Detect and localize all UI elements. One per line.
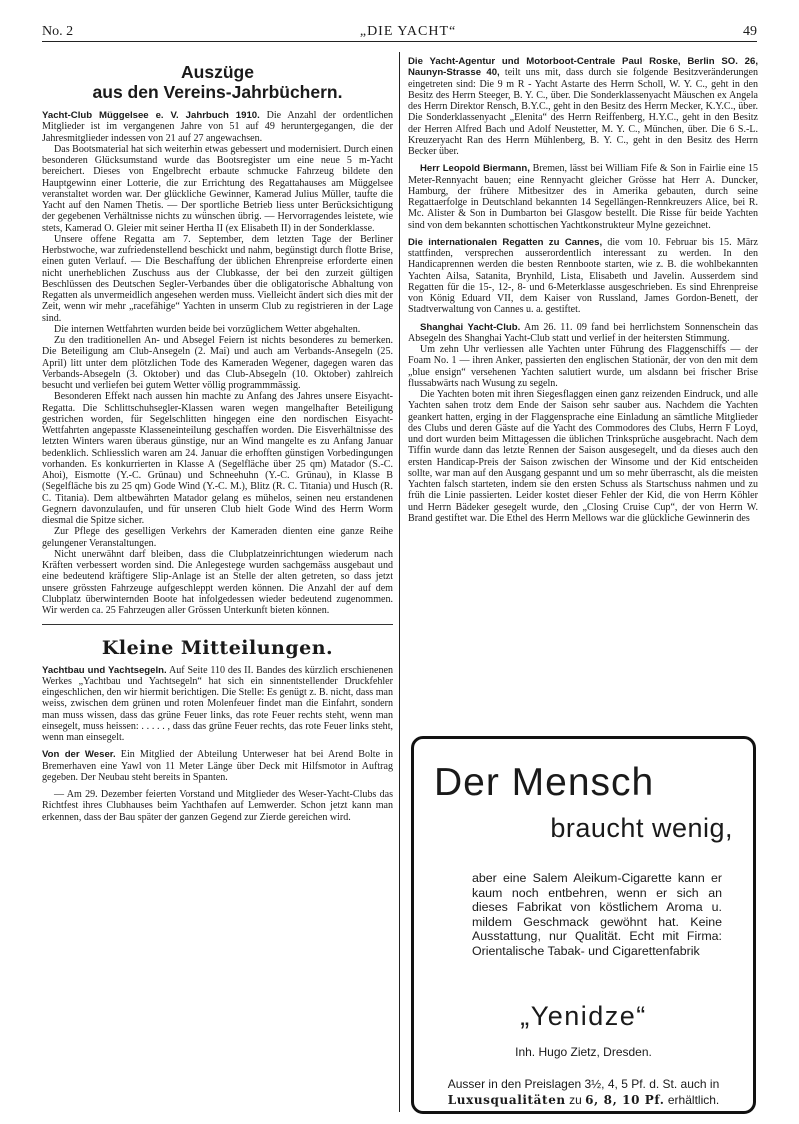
paragraph: Um zehn Uhr verliessen alle Yachten unter Führung des Flaggenschiffs — der Foam No. 1 — ihren Anker, passierten den englischen Stationär, der von den mit dem „blue ensign“ versehenen Yachten salutiert wurde, um alsdann bei frischer Brise flussabwärts nach Wusung zu segeln. [408,344,758,389]
paragraph-lead: Shanghai Yacht-Club. [420,321,521,333]
page-number: 49 [743,24,757,39]
paragraph [42,110,393,144]
paragraph: Zur Pflege des geselligen Verkehrs der Kameraden dienten eine ganze Reihe gelungener Veranstaltungen. [42,526,393,549]
paragraph: Besonderen Effekt nach aussen hin machte zu Anfang des Jahres unsere Eisyacht-Regatta. Die Schlittschuhsegler-Klassen waren wegen mangelhafter Beteiligung gestrichen worden, für Segelschlitten hingegen eine den nordischen Eisyacht-Wettfahrten angepasste Klasseneinteilung geschaffen worden. Die Eisverhältnisse des letzten Winters waren überaus günstige, nur an Wind mangelte es zu Anfang Januar bedenklich. Schliesslich waren am 24. Januar die erhofften günstigen Vorbedingungen vorhanden. Es konkurrierten in Klasse A (Segelfläche über 25 qm) Matador (S.-C. Ahoi), Eismotte (Y.-C. Grünau) und Schneehuhn (Y.-C. Grünau), in Klasse B (Segelfläche bis zu 25 qm) Gode Wind (Y.-C. M.), Blitz (R. C. Titania) und Husch (R. C. Titania). Dem altbewährten Matador gelang es mühelos, seinen neu erstandenen Gegnern davonzulaufen, und für unseren Club hielt Gode Wind des Herrn Worm diesmal die Spitze sicher. [42,391,393,526]
paragraph-text: Die Anzahl der ordentlichen Mitglieder ist im vergangenen Jahre von 51 auf 49 heruntergegangen, die der Jahresmitglieder indessen von 21 auf 27 angewachsen. [42,110,393,144]
paragraph-lead: Yachtbau und Yachtsegeln. [42,664,167,676]
paragraph-lead: Herr Leopold Biermann, [420,163,530,175]
paragraph-lead: Von der Weser. [42,749,116,761]
ad-owner: Inh. Hugo Zietz, Dresden. [515,1045,652,1059]
issue-number: No. 2 [42,24,74,39]
column-rule [399,52,400,1112]
paragraph: Die Yachten boten mit ihren Siegesflaggen einen ganz reizenden Eindruck, und alle Yachten sahen trotz dem Ende der Saison sehr sauber aus. Nachdem die Yachten geankert hatten, erging in der Flaggensprache eine Einladung an sämtliche Mitglieder des Clubs und deren Gäste auf die Yacht des Commodores des Clubs, Herrn F Loyd, und dort wurden beim Mittagessen die üblichen Trinksprüche ausgebracht. Nach dem Tiffin wurde dann das letzte Rennen der Saison ausgesegelt, und da dieses auch den ersten Handicap-Preis der Saison zwischen der Winsome und der Kid entscheiden sollte, war man auf den Ausgang gespannt und um so mehr überrascht, als die meisten Yachten falsch starteten, indem sie den ersten Schuss als Startschuss nahmen und zu früh die Linie passierten. Leider kostet dieser Fehler der Kid, die von Herrn Köhler und Herrn Bädeker gesegelt wurde, den „Closing Cruise Cup“, der von Herrn W. Brand gestiftet war. Die Ethel des Herrn Mellows war die glückliche Gewinnerin des [408,389,758,524]
paragraph [408,237,758,316]
ad-luxus-prices: 6, 8, 10 Pf. [585,1093,665,1107]
paragraph-lead: Die Yacht-Agentur und Motorboot-Centrale Paul Roske, Berlin SO. 26, Naunyn-Strasse 40, [408,56,758,79]
ad-price-line-2 [414,1093,753,1107]
paragraph: Unsere offene Regatta am 7. September, dem letzten Tage der Berliner Herbstwoche, war zufriedenstellend beschickt und nahm, begünstigt durch flotte Brise, einen guten Verlauf. — Die Beschaffung der üblichen Ehrenpreise erforderte einen nicht unerheblichen Zuschuss aus der Clubkasse, der bei den zurzeit gültigen Beschlüssen des Deutschen Segler-Verbandes über die obligatorische Abhaltung von Regatten als unvermeidlich angesehen werden muss. Vielleicht ändert sich dies mit der Zeit, wenn wir mehr „racefähige“ Yachten in unserm Club zu registrieren in der Lage sind. [42,233,393,324]
ad-luxus-label: Luxusqualitäten [447,1093,566,1107]
paragraph-text: Ein Mitglied der Abteilung Unterweser hat bei Arend Bolte in Bremerhaven eine Yawl von 11 Meter Länge über Deck mit Hilfsmotor in Auftrag gegeben. Der Neubau steht bereits in Spanten. [42,749,393,783]
paragraph: Zu den traditionellen An- und Absegel Feiern ist nichts besonderes zu bemerken. Die Beteiligung am Club-Ansegeln (2. Mai) und auch am Verbands-Ansegeln (25. April) litt unter dem plötzlichen Tode des Kameraden Wegener, dagegen waren das Verbands-Absegeln (3. Oktober) und das Club-Absegeln (10. Oktober) zahlreich besucht und verliefen bei gutem Wetter völlig programmmässig. [42,335,393,391]
ad-price-end: erhältlich. [664,1093,720,1107]
journal-name: „DIE YACHT“ [359,24,457,39]
section-title-line2: aus den Vereins-Jahrbüchern. [92,82,343,102]
paragraph-text: Bremen, lässt bei William Fife & Son in Fairlie eine 15 Meter-Rennyacht bauen; eine Rennyacht gleicher Grösse hat Herr A. Duncker, Hamburg, der frühere Mitbesitzer des in Amerika gebauten, durch seine Regattaerfolge in Deutschland bekannten 14 Segellängen-Rennkreuzers Alice, bei R. Mc. Alister & Son in Dumbarton bei Glasgow bestellt. Die Risse für beide Yachten sind von dem bekannten schottischen Yachtkonstrukteur Mylne gezeichnet. [408,163,758,231]
paragraph: — Am 29. Dezember feierten Vorstand und Mitglieder des Weser-Yacht-Clubs das Richtfest ihres Clubhauses beim Yachthafen auf Lemwerder. Schon jetzt kann man erkennen, dass der Bau später der ganzen Gegend zur Zierde gereichen wird. [42,789,393,823]
paragraph [42,665,393,744]
ad-headline-1: Der Mensch [434,761,655,804]
section-title-line1: Auszüge [181,62,254,82]
paragraph [42,749,393,783]
ad-body: aber eine Salem Aleikum-Cigarette kann er kaum noch entbehren, wenn er sich an dieses Fabrikat von köstlichem Aroma u. mildem Geschmack gewöhnt hat. Keine Ausstattung, nur Qualität. Echt mit Firma: Orientalische Tabak- und Cigarettenfabrik [472,871,722,958]
paragraph-text: Am 26. 11. 09 fand bei herrlichstem Sonnenschein das Absegeln des Shanghai Yacht-Club statt und verlief in der heitersten Stimmung. [408,321,758,344]
paragraph: Das Bootsmaterial hat sich weiterhin etwas gebessert und modernisiert. Durch einen besonderen Glücksumstand wurde das Bootsregister um eine neue 5 m-Yacht bereichert. Dieses von Engelbrecht erbaute schmucke Fahrzeug bildete den Hauptgewinn einer Lotterie, die zur Errichtung des Regattahauses am Müggelsee veranstaltet worden war. Der glückliche Gewinner, Kamerad Julius Müller, taufte die Yacht auf den Namen Thetis. — Der sportliche Betrieb liess unter Berücksichtigung der gegebenen Verhältnisse nichts zu wünschen übrig. — Hervorragendes leistete, wie stets, Kamerad O. Gleier mit seiner Hertha II (ex Elisabeth II) in der Sonderklasse. [42,143,393,234]
paragraph-lead: Die internationalen Regatten zu Cannes, [408,236,603,248]
paragraph: Nicht unerwähnt darf bleiben, dass die Clubplatzeinrichtungen wiederum nach Kräften verbessert worden sind. Die Anlegestege wurden sachgemäss ausgebaut und eine bedeutend kräftigere Slip-Anlage ist an Stelle der alten getreten, so dass jetzt unsere grössten Fahrzeuge aufgeschleppt werden können. Die Anzahl der auf dem Clubplatz überwinternden Boote hat infolgedessen wieder bedeutend zugenommen. Wir werden ca. 25 Fahrzeugen aller Grössen Unterkunft bieten können. [42,548,393,616]
kleine-mitteilungen-section [42,624,393,823]
paragraph-text: teilt uns mit, dass durch sie folgende Besitzveränderungen eingetreten sind: Die 9 m R - Yacht Astarte des Herrn Scholl, W. Y. C., geht in den Besitz des Herrn Steeger, B. Y. C., über. Die Sonderklassenyacht Mäuschen ex Angela des Herrn Direktor Rensch, B.Y.C., geht in den Besitz des Herrn Mecker, K.Y.C., über. Die Sonderklassenyacht „Elenita“ des Herrn Reiffenberg, H.Y.C., geht in den Besitz der Herren Alfred Bach und Adolf Neustetter, M. Y. C., München, über. Die 6 S.-L. Kreuzeryacht Ran des Herrn Mühlenberg, B. Y. C., geht in den Besitz des Herrn Becker über. [408,67,758,157]
paragraph: Die internen Wettfahrten wurden beide bei vorzüglichem Wetter abgehalten. [54,323,361,335]
kleine-mitteilungen-title: Kleine Mitteilungen. [101,637,334,660]
ad-brand: „Yenidze“ [520,1001,647,1031]
paragraph [408,322,758,345]
section-title [42,62,393,102]
ad-headline-2: braucht wenig, [550,813,733,843]
advertisement-box [411,736,756,1114]
header-rule [42,41,757,42]
paragraph [408,56,758,157]
paragraph [408,163,758,231]
left-column [42,56,393,1116]
ad-price-mid: zu [565,1093,586,1107]
running-head [42,18,757,40]
paragraph-text: Auf Seite 110 des II. Bandes des kürzlich erschienenen Werkes „Yachtbau und Yachtsegeln“ hat sich ein sinnentstellender Druckfehler eingeschlichen, den wir hiermit berichtigen. Die Stelle: Es genügt z. B. nicht, dass man weiss, zwischen dem grünen und roten Molenfeuer findet man die Einfahrt, sondern man muss wissen, dass das grüne Feuer links, das rote Feuer rechts steht, wenn man einsegelt, muss heissen: . . . . . , dass das grüne Feuer rechts, das rote Feuer links steht, wenn man einsegelt. [42,664,393,743]
paragraph-lead: Yacht-Club Müggelsee e. V. Jahrbuch 1910. [42,110,260,121]
ad-price-line-1: Ausser in den Preislagen 3½, 4, 5 Pf. d. St. auch in [447,1077,720,1091]
paragraph-text: die vom 10. Februar bis 15. März stattfinden, versprechen ausserordentlich interessant zu werden. In den Handicaprennen werden die besten Rennboote starten, wie z. B. die wohlbekannten Yachten Ailsa, Satanita, Brynhild, Lista, Elisabeth und Javelin. Ausserdem sind Regatten für die 15-, 12-, 8- und 6-Meterklasse ausgeschrieben. Es sind Ehrenpreise von König Eduard VII, dem Kaiser von Russland, James Gordon-Benett, der Stadtverwaltung von Cannes u. a. gestiftet. [408,236,758,316]
